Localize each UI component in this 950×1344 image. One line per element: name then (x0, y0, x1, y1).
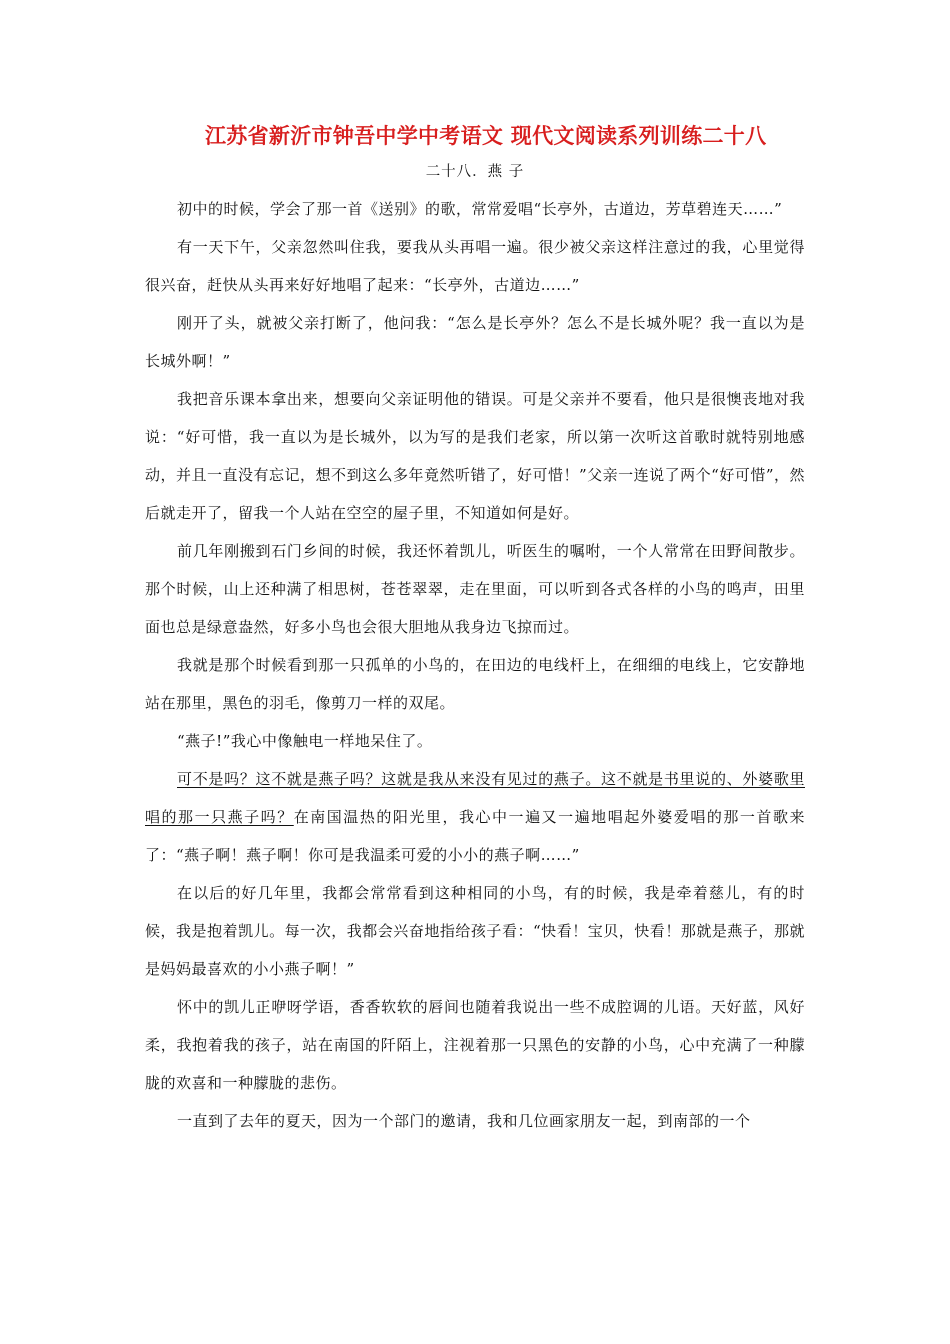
paragraph-8 (145, 760, 805, 874)
paragraph-2: 有一天下午，父亲忽然叫住我，要我从头再唱一遍。很少被父亲这样注意过的我，心里觉得很兴奋，赶快从头再来好好地唱了起来：“长亭外，古道边……” (145, 238, 805, 294)
paragraph-3: 刚开了头，就被父亲打断了，他问我：“怎么是长亭外？怎么不是长城外呢？我一直以为是长城外啊！” (145, 314, 805, 370)
section-subtitle: 二十八．燕 子 (425, 164, 525, 180)
paragraph-5: 前几年刚搬到石门乡间的时候，我还怀着凯儿，听医生的嘱咐，一个人常常在田野间散步。那个时候，山上还种满了相思树，苍苍翠翠，走在里面，可以听到各式各样的小鸟的鸣声，田里面也总是绿意盎然，好多小鸟也会很大胆地从我身边飞掠而过。 (145, 542, 805, 636)
paragraph-6: 我就是那个时候看到那一只孤单的小鸟的，在田边的电线杆上，在细细的电线上，它安静地站在那里，黑色的羽毛，像剪刀一样的双尾。 (145, 656, 805, 712)
paragraph-4: 我把音乐课本拿出来，想要向父亲证明他的错误。可是父亲并不要看，他只是很懊丧地对我说：“好可惜，我一直以为是长城外，以为写的是我们老家，所以第一次听这首歌时就特别地感动，并且一直没有忘记，想不到这么多年竟然听错了，好可惜！”父亲一连说了两个“好可惜”，然后就走开了，留我一个人站在空空的屋子里，不知道如何是好。 (145, 390, 806, 522)
paragraph-8-rest: 在南国温热的阳光里，我心中一遍又一遍地唱起外婆爱唱的那一首歌来了：“燕子啊！燕子啊！你可是我温柔可爱的小小的燕子啊……” (145, 808, 805, 864)
paragraph-1: 初中的时候，学会了那一首《送别》的歌，常常爱唱“长亭外，古道边，芳草碧连天……” (177, 200, 783, 218)
paragraph-11: 一直到了去年的夏天，因为一个部门的邀请，我和几位画家朋友一起，到南部的一个 (177, 1112, 751, 1130)
article-body (145, 190, 805, 1140)
paragraph-7: “燕子!”我心中像触电一样地呆住了。 (177, 732, 433, 750)
paragraph-9: 在以后的好几年里，我都会常常看到这种相同的小鸟，有的时候，我是牵着慈儿，有的时候，我是抱着凯儿。每一次，我都会兴奋地指给孩子看：“快看！宝贝，快看！那就是燕子，那就是妈妈最喜欢的小小燕子啊！” (145, 884, 805, 978)
paragraph-10: 怀中的凯儿正咿呀学语，香香软软的唇间也随着我说出一些不成腔调的儿语。天好蓝，风好柔，我抱着我的孩子，站在南国的阡陌上，注视着那一只黑色的安静的小鸟，心中充满了一种朦胧的欢喜和一种朦胧的悲伤。 (145, 998, 805, 1092)
document-title: 江苏省新沂市钟吾中学中考语文 现代文阅读系列训练二十八 (205, 124, 767, 148)
underlined-sentence: 可不是吗？这不就是燕子吗？这就是我从来没有见过的燕子。这不就是书里说的、外婆歌里唱的那一只燕子吗？ (145, 770, 805, 826)
